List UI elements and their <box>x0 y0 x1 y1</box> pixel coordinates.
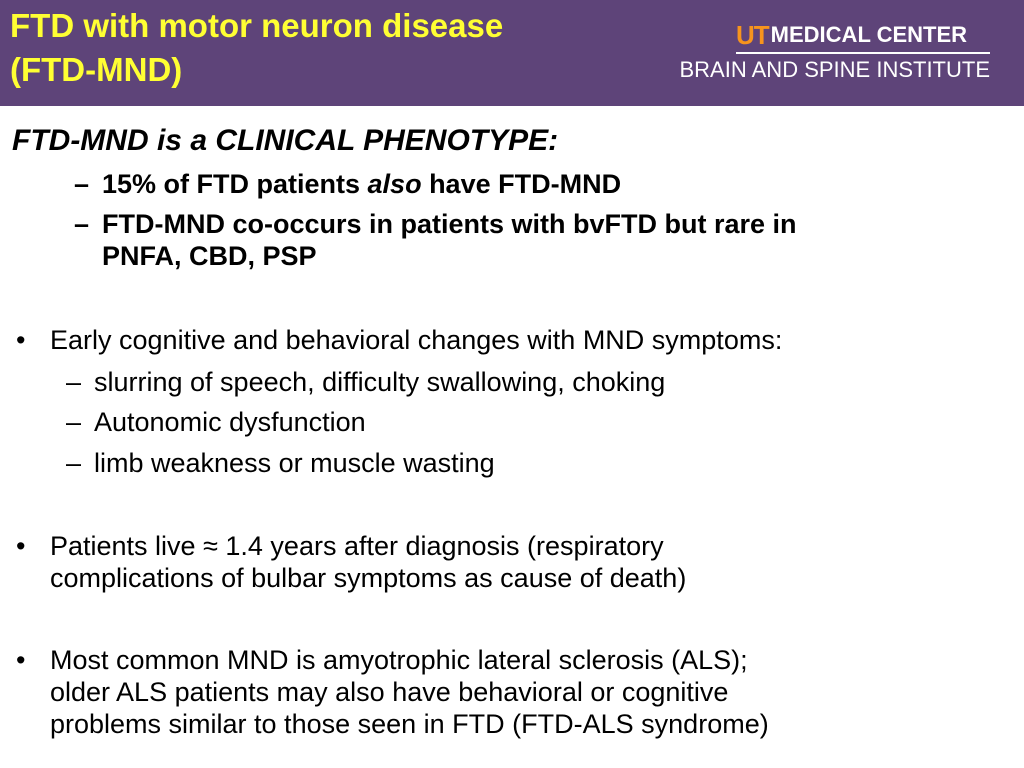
logo-divider <box>736 52 990 54</box>
bullet-als <box>16 644 1006 744</box>
phenotype-item-2-line-1: FTD-MND co-occurs in patients with bvFTD but rare in <box>102 209 797 239</box>
symptom-item-3-text: limb weakness or muscle wasting <box>94 448 495 478</box>
slide-title <box>10 4 650 92</box>
slide-title-line-2: (FTD-MND) <box>10 51 183 88</box>
bullet-survival <box>16 530 1006 596</box>
phenotype-item-1-text <box>102 168 621 200</box>
phenotype-item-1-after: have FTD-MND <box>421 169 622 199</box>
ut-medical-center-logo <box>656 18 996 88</box>
bullet-marker: • <box>16 531 26 561</box>
phenotype-item-2-line-2: PNFA, CBD, PSP <box>102 241 317 271</box>
dash-marker: – <box>66 407 82 437</box>
symptom-item-2-text: Autonomic dysfunction <box>94 407 366 437</box>
bullet-survival-line-2: complications of bulbar symptoms as cause of death) <box>50 563 687 593</box>
phenotype-item-1-before: 15% of FTD patients <box>102 169 368 199</box>
bullet-survival-line-1: Patients live ≈ 1.4 years after diagnosis (respiratory <box>50 531 664 561</box>
dash-marker: – <box>74 209 90 239</box>
symptom-item-2 <box>66 406 966 440</box>
phenotype-item-2 <box>74 208 994 276</box>
phenotype-item-1-emphasis: also <box>367 169 422 199</box>
bullet-early-changes-text: Early cognitive and behavioral changes with MND symptoms: <box>50 325 783 355</box>
logo-ut-mark: UT <box>736 20 769 50</box>
bullet-marker: • <box>16 645 26 675</box>
logo-top-row <box>736 20 967 50</box>
symptom-item-1-text: slurring of speech, difficulty swallowing, choking <box>94 367 666 397</box>
logo-institute-text: BRAIN AND SPINE INSTITUTE <box>679 57 990 82</box>
dash-marker: – <box>74 169 90 199</box>
bullet-als-line-1: Most common MND is amyotrophic lateral sclerosis (ALS); <box>50 645 748 675</box>
dash-marker: – <box>66 448 82 478</box>
symptom-item-1 <box>66 366 966 400</box>
logo-medical-center-text: MEDICAL CENTER <box>770 22 968 47</box>
slide-body <box>0 110 1024 768</box>
bullet-marker: • <box>16 325 26 355</box>
symptom-item-3 <box>66 447 966 481</box>
phenotype-item-1 <box>74 168 994 202</box>
slide-header <box>0 0 1024 106</box>
bullet-als-line-2: older ALS patients may also have behavioral or cognitive <box>50 677 729 707</box>
bullet-als-line-3: problems similar to those seen in FTD (FTD-ALS syndrome) <box>50 709 769 739</box>
slide-title-line-1: FTD with motor neuron disease <box>10 7 504 44</box>
dash-marker: – <box>66 367 82 397</box>
section-heading: FTD-MND is a CLINICAL PHENOTYPE: <box>12 124 559 157</box>
bullet-early-changes <box>16 324 1006 358</box>
